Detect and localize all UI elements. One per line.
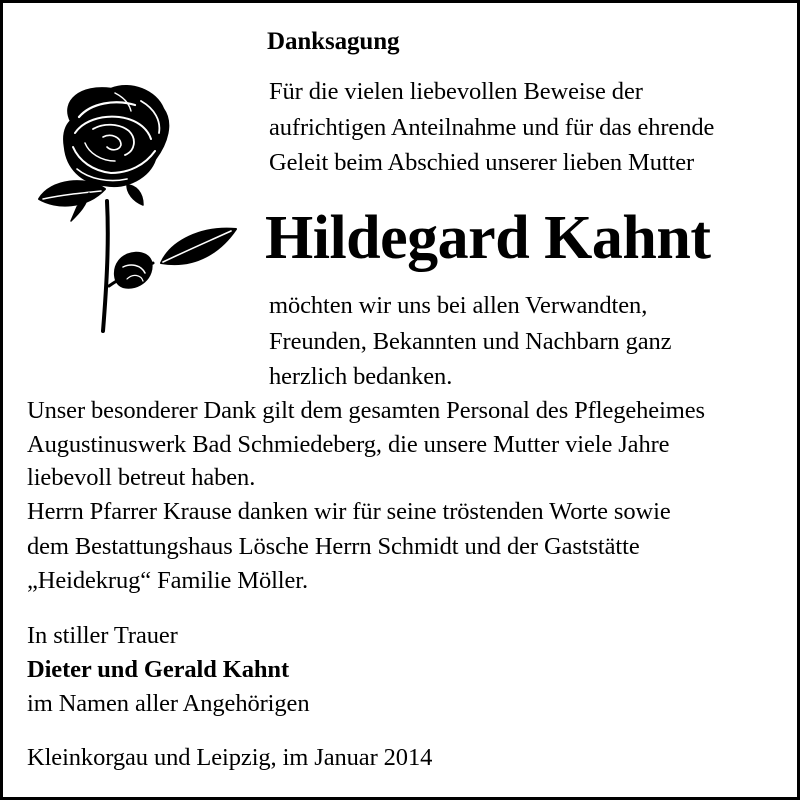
mourning-phrase: In stiller Trauer [27,622,178,649]
thanks-line-3: herzlich bedanken. [269,363,453,390]
intro-line-1: Für die vielen liebevollen Beweise der [269,78,643,105]
body-line-5: dem Bestattungshaus Lösche Herrn Schmidt und der Gaststätte [27,533,640,560]
intro-line-3: Geleit beim Abschied unserer lieben Mutter [269,149,695,176]
intro-line-2: aufrichtigen Anteilnahme und für das ehrende [269,114,715,141]
thanks-line-2: Freunden, Bekannten und Nachbarn ganz [269,328,672,355]
signatories: Dieter und Gerald Kahnt [27,656,289,683]
deceased-name: Hildegard Kahnt [265,204,711,272]
body-line-6: „Heidekrug“ Familie Möller. [27,567,309,594]
body-line-4: Herrn Pfarrer Krause danken wir für seine tröstenden Worte sowie [27,498,671,525]
body-line-3: liebevoll betreut haben. [27,464,256,491]
rose-icon [31,81,241,336]
body-line-1: Unser besonderer Dank gilt dem gesamten Personal des Pflegeheimes [27,397,705,424]
notice-heading: Danksagung [267,28,400,55]
body-line-2: Augustinuswerk Bad Schmiedeberg, die unsere Mutter viele Jahre [27,431,670,458]
on-behalf-line: im Namen aller Angehörigen [27,690,310,717]
thanks-line-1: möchten wir uns bei allen Verwandten, [269,292,648,319]
place-date: Kleinkorgau und Leipzig, im Januar 2014 [27,744,433,771]
